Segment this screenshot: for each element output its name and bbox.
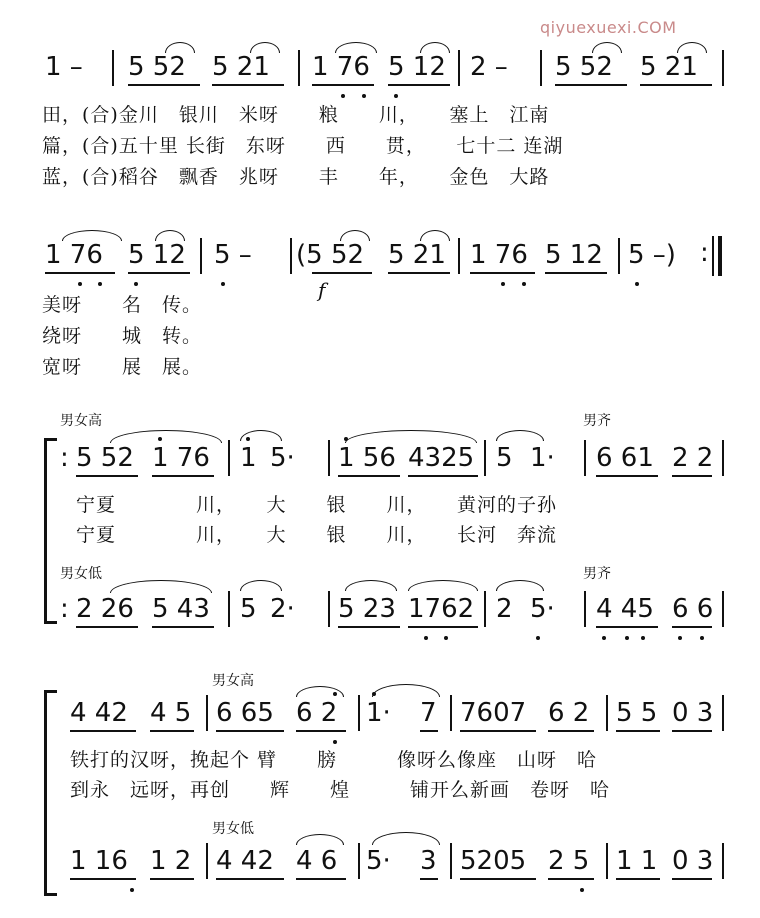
measure-note: 1 16: [70, 846, 128, 876]
lyric-line: 铁打的汉呀，挽起个 臂 膀 像呀么像座 山呀 哈: [70, 749, 598, 771]
measure-note: 1762: [408, 594, 475, 624]
barline: [298, 50, 300, 86]
dynamic-forte: f: [318, 278, 326, 302]
measure-note: 5 52: [76, 443, 134, 473]
measure-note: 5 5: [616, 698, 658, 728]
measure-note: 5 12: [388, 52, 446, 82]
measure-note: 5 52: [555, 52, 613, 82]
measure-note: 7607: [460, 698, 527, 728]
measure-note: 2·: [270, 594, 295, 624]
measure-note: 2 –: [470, 52, 508, 82]
score-brace: [44, 438, 57, 624]
measure-note: 5 21: [640, 52, 698, 82]
final-barline: [718, 236, 722, 276]
measure-note: 1 56: [338, 443, 396, 473]
barline: [540, 50, 542, 86]
lyric-line: 宁夏 川， 大 银 川， 长河 奔流: [76, 524, 558, 546]
part-label-high: 男女高: [212, 673, 254, 689]
barline: [712, 236, 714, 276]
measure-note: 5 23: [338, 594, 396, 624]
repeat-dots: :: [700, 238, 709, 268]
measure-note: (5 52: [296, 240, 365, 270]
measure-note: 4 6: [296, 846, 338, 876]
score-brace: [44, 690, 57, 896]
barline: [458, 50, 460, 86]
measure-note: 2 26: [76, 594, 134, 624]
lyric-line: 田，(合)金川 银川 米呀 粮 川， 塞上 江南: [42, 104, 550, 126]
part-label-men: 男齐: [583, 566, 611, 582]
measure-note: 4 42: [216, 846, 274, 876]
measure-note: 4325: [408, 443, 475, 473]
measure-note: 4 45: [596, 594, 654, 624]
measure-note: 5·: [270, 443, 295, 473]
barline: [458, 238, 460, 274]
measure-note: 1: [240, 443, 257, 473]
measure-note: 5 21: [212, 52, 270, 82]
measure-note: 2 2: [672, 443, 714, 473]
measure-note: 2: [496, 594, 513, 624]
measure-note: 1 2: [150, 846, 192, 876]
measure-note: 0 3: [672, 846, 714, 876]
measure-note: 1 76: [152, 443, 210, 473]
measure-note: 5 12: [128, 240, 186, 270]
measure-note: 5 –): [628, 240, 676, 270]
measure-note: 3: [420, 846, 437, 876]
barline: [618, 238, 620, 274]
barline: [722, 50, 724, 86]
lyric-line: 绕呀 城 转。: [42, 325, 203, 347]
lyric-line: 到永 远呀，再创 辉 煌 铺开么新画 卷呀 哈: [70, 779, 611, 801]
part-label-men: 男齐: [583, 413, 611, 429]
barline: [200, 238, 202, 274]
measure-note: 5·: [530, 594, 555, 624]
measure-note: 6 2: [548, 698, 590, 728]
lyric-line: 宁夏 川， 大 银 川， 黄河的子孙: [76, 494, 558, 516]
measure-note: 2 5: [548, 846, 590, 876]
measure-note: 5·: [366, 846, 391, 876]
measure-note: 6 6: [672, 594, 714, 624]
measure-note: 1 76: [312, 52, 370, 82]
measure-note: 6 61: [596, 443, 654, 473]
measure-note: 0 3: [672, 698, 714, 728]
measure-note: 5: [496, 443, 513, 473]
measure-note: 5: [240, 594, 257, 624]
lyric-line: 美呀 名 传。: [42, 294, 203, 316]
measure-note: 4 42: [70, 698, 128, 728]
measure-note: 1 76: [470, 240, 528, 270]
measure-note: 5 12: [545, 240, 603, 270]
measure-note: 4 5: [150, 698, 192, 728]
measure-note: 5 21: [388, 240, 446, 270]
measure-note: 1·: [366, 698, 391, 728]
measure-note: 5 43: [152, 594, 210, 624]
part-label-low: 男女低: [212, 821, 254, 837]
measure-note: 6 2: [296, 698, 338, 728]
measure-note: 1 76: [45, 240, 103, 270]
measure-note: 5205: [460, 846, 527, 876]
measure-note: 5 52: [128, 52, 186, 82]
measure-note: 1·: [530, 443, 555, 473]
part-label-low: 男女低: [60, 566, 102, 582]
repeat-dots: :: [60, 594, 69, 624]
measure-note: 1 –: [45, 52, 83, 82]
barline: [112, 50, 114, 86]
barline: [290, 238, 292, 274]
repeat-dots: :: [60, 443, 69, 473]
lyric-line: 篇，(合)五十里 长街 东呀 西 贯， 七十二 连湖: [42, 135, 564, 157]
part-label-high: 男女高: [60, 413, 102, 429]
site-watermark: qiyuexuexi.COM: [540, 18, 677, 37]
measure-note: 1 1: [616, 846, 658, 876]
lyric-line: 宽呀 展 展。: [42, 356, 203, 378]
lyric-line: 蓝，(合)稻谷 飘香 兆呀 丰 年， 金色 大路: [42, 166, 550, 188]
measure-note: 5 –: [214, 240, 252, 270]
measure-note: 7: [420, 698, 437, 728]
measure-note: 6 65: [216, 698, 274, 728]
